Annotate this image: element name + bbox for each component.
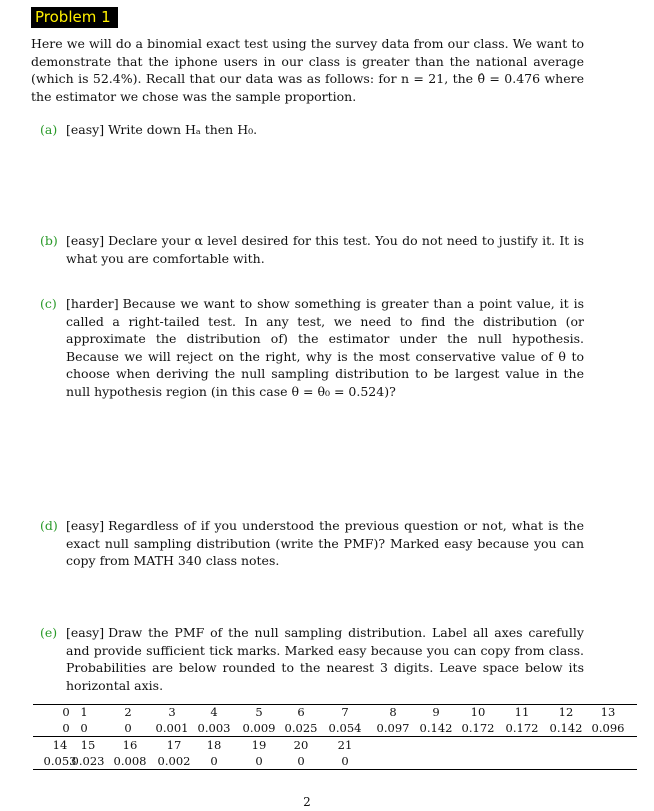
- question-label: (a): [40, 122, 58, 137]
- table-probability: 0.096: [591, 721, 625, 735]
- table-x-value: 3: [168, 705, 176, 719]
- table-probability: 0.001: [155, 721, 189, 735]
- table-probability: 0: [210, 754, 218, 768]
- question-text: Declare your α level desired for this test. You do not need to justify it. It is what you are comfortable with.: [66, 233, 584, 266]
- question-label: (d): [40, 518, 58, 533]
- table-probability: 0.008: [113, 754, 147, 768]
- table-probability: 0.025: [284, 721, 318, 735]
- table-probability: 0.003: [197, 721, 231, 735]
- table-probability: 0.023: [71, 754, 105, 768]
- table-x-value: 21: [337, 738, 353, 752]
- table-probability: 0: [80, 721, 88, 735]
- table-x-value: 1: [80, 705, 88, 719]
- table-x-value: 12: [558, 705, 574, 719]
- table-probability: 0.142: [549, 721, 583, 735]
- table-probability: 0.053: [43, 754, 77, 768]
- table-probability: 0: [297, 754, 305, 768]
- difficulty-tag: [easy]: [66, 233, 105, 248]
- table-x-value: 19: [251, 738, 267, 752]
- question-d: [40, 517, 584, 570]
- table-x-value: 15: [80, 738, 96, 752]
- table-probability: 0: [62, 721, 70, 735]
- intro-paragraph: [31, 35, 584, 105]
- table-x-value: 2: [124, 705, 132, 719]
- question-text: Because we want to show something is greater than a point value, it is called a right-tailed test. In any test, we need to find the distribution (or approximate the distribution of) the estimator under the null hypothesis. Because we will reject on the right, why is the most conservative value of θ to choose when deriving the null sampling distribution to be largest value in the null hypothesis region (in this case θ = θ₀ = 0.524)?: [66, 296, 584, 399]
- table-probability: 0.097: [376, 721, 410, 735]
- table-x-value: 8: [389, 705, 397, 719]
- intro-text: Here we will do a binomial exact test using the survey data from our class. We want to demonstrate that the iphone users in our class is greater than the national average (which is 52.4%). Recall that our data was as follows: for n = 21, the θ̂ = 0.476 where the estimator we chose was the sample proportion.: [31, 36, 584, 104]
- table-probability: 0: [255, 754, 263, 768]
- table-probability: 0: [124, 721, 132, 735]
- question-label: (b): [40, 233, 58, 248]
- question-text: Draw the PMF of the null sampling distribution. Label all axes carefully and provide sufficient tick marks. Marked easy because you can copy from class. Probabilities are below rounded to the nearest 3 digits. Leave space below its horizontal axis.: [66, 625, 584, 693]
- table-probability: 0.172: [461, 721, 495, 735]
- difficulty-tag: [harder]: [66, 296, 119, 311]
- question-text: Regardless of if you understood the previous question or not, what is the exact null sampling distribution (write the PMF)? Marked easy because you can copy from MATH 340 class notes.: [66, 518, 584, 568]
- difficulty-tag: [easy]: [66, 625, 105, 640]
- table-probability: 0.142: [419, 721, 453, 735]
- table-x-value: 10: [470, 705, 486, 719]
- table-bottom-rule: [33, 769, 637, 770]
- table-probability: 0: [341, 754, 349, 768]
- question-label: (c): [40, 296, 57, 311]
- table-x-value: 9: [432, 705, 440, 719]
- table-x-value: 7: [341, 705, 349, 719]
- table-probability: 0.054: [328, 721, 362, 735]
- table-x-value: 17: [166, 738, 182, 752]
- difficulty-tag: [easy]: [66, 518, 105, 533]
- difficulty-tag: [easy]: [66, 122, 105, 137]
- question-a: [40, 121, 584, 139]
- table-x-value: 13: [600, 705, 616, 719]
- table-probability: 0.009: [242, 721, 276, 735]
- table-x-value: 5: [255, 705, 263, 719]
- table-probability: 0.002: [157, 754, 191, 768]
- page-number: 2: [303, 795, 311, 809]
- question-c: [40, 295, 584, 400]
- table-x-value: 11: [514, 705, 530, 719]
- table-x-value: 16: [122, 738, 138, 752]
- question-b: [40, 232, 584, 267]
- table-x-value: 0: [62, 705, 70, 719]
- table-probability: 0.172: [505, 721, 539, 735]
- table-x-value: 4: [210, 705, 218, 719]
- problem-header: Problem 1: [31, 7, 118, 28]
- table-x-value: 20: [293, 738, 309, 752]
- question-e: [40, 624, 584, 694]
- table-x-value: 6: [297, 705, 305, 719]
- question-text: Write down Hₐ then H₀.: [108, 122, 258, 137]
- table-x-value: 18: [206, 738, 222, 752]
- table-middle-rule: [33, 736, 637, 737]
- question-label: (e): [40, 625, 58, 640]
- table-x-value: 14: [52, 738, 68, 752]
